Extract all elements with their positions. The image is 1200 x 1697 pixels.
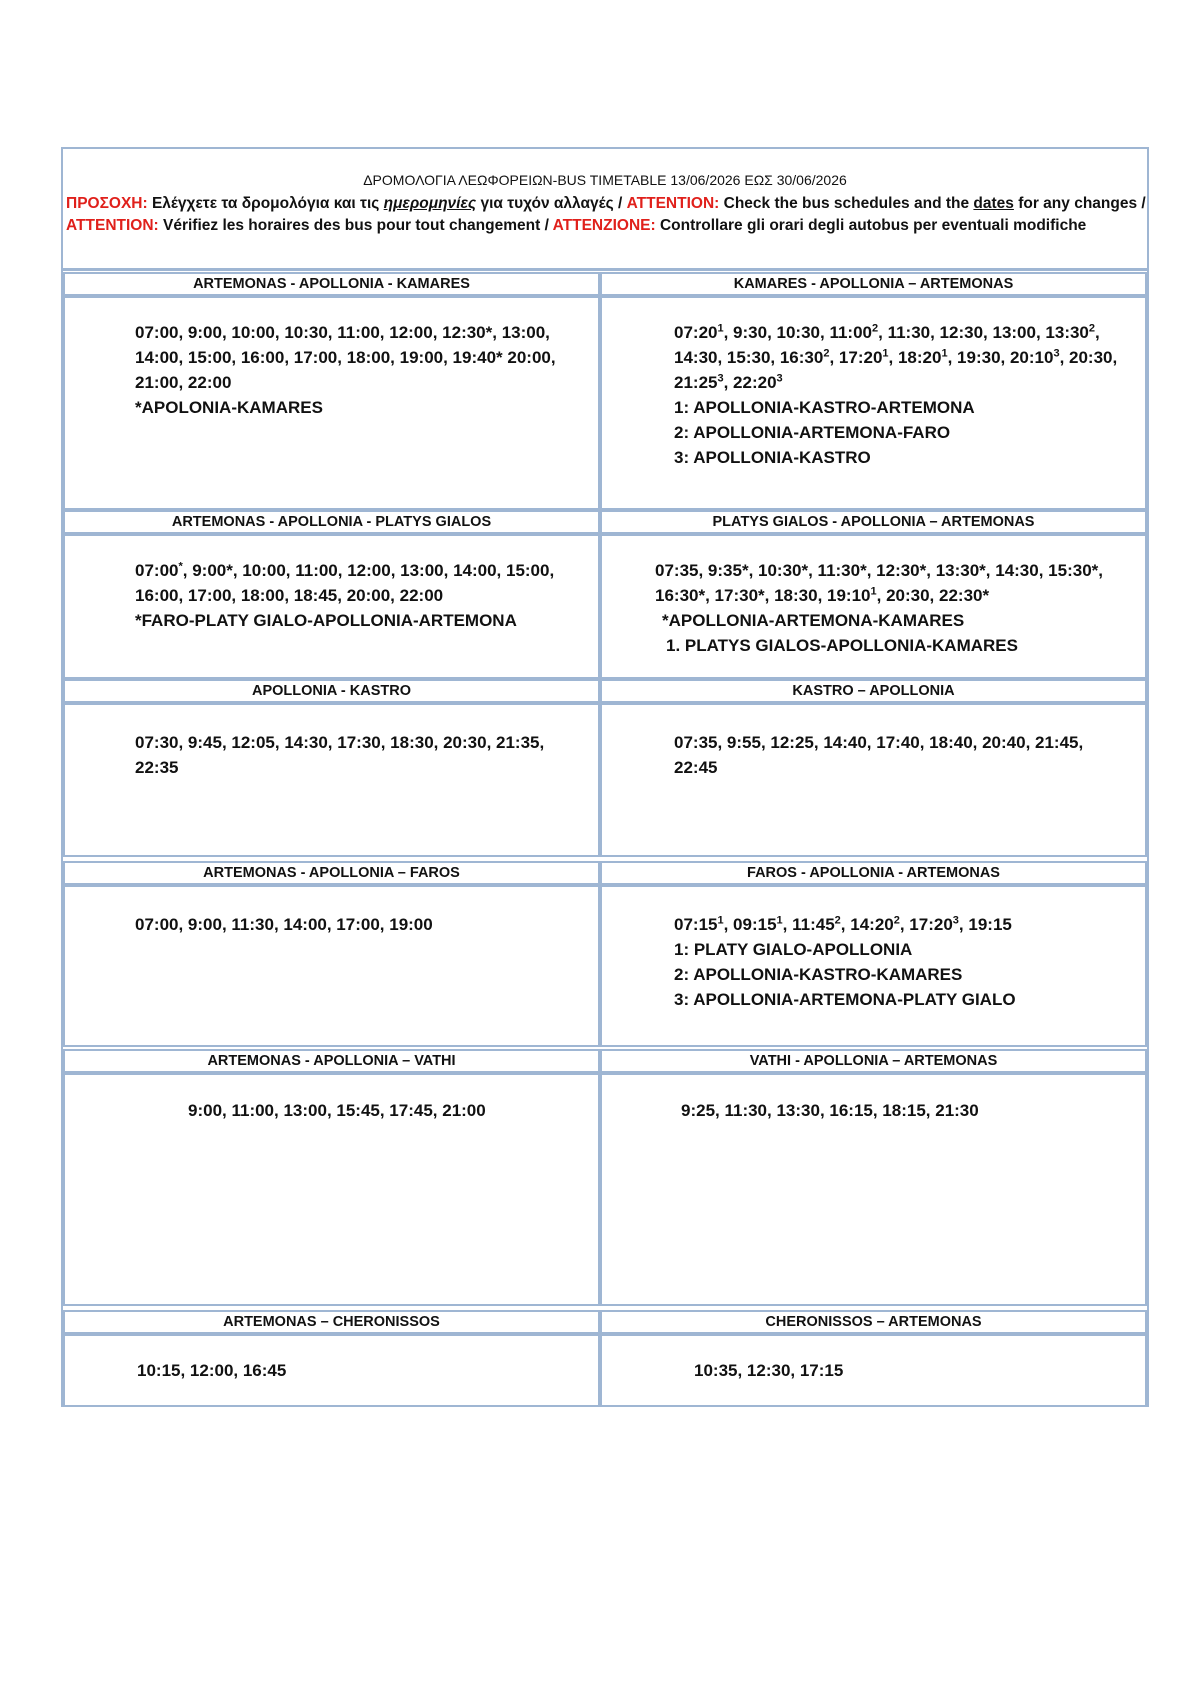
timetable-intro: [63, 149, 1147, 271]
route-note: *FARO-PLATY GIALO-APOLLONIA-ARTEMONA: [135, 611, 517, 630]
route-title-artemonas-vathi: ARTEMONAS - APOLLONIA – VATHI: [63, 1049, 600, 1073]
route-title-artemonas-kamares: ARTEMONAS - APOLLONIA - KAMARES: [63, 272, 600, 296]
route-times: 07:35, 9:35*, 10:30*, 11:30*, 12:30*, 13:30*, 14:30, 15:30*, 16:30*, 17:30*, 18:30, $19:10^1$, 20:30, 22:30*: [655, 561, 1103, 605]
page-title: ΔΡΟΜΟΛΟΓΙΑ ΛΕΩΦΟΡΕΙΩΝ-BUS TIMETABLE 13/06/2026 ΕΩΣ 30/06/2026: [363, 172, 847, 188]
route-title-kastro-apollonia: KASTRO – APOLLONIA: [600, 679, 1147, 703]
route-note: *APOLONIA-KAMARES: [135, 398, 323, 417]
route-times: 9:25, 11:30, 13:30, 16:15, 18:15, 21:30: [681, 1101, 979, 1120]
route-title-faros-artemonas: FAROS - APOLLONIA - ARTEMONAS: [600, 861, 1147, 885]
route-cell-artemonas-kamares: [63, 296, 600, 510]
notice-text-it: Controllare gli orari degli autobus per eventuali modifiche: [655, 217, 1087, 234]
route-note: 1: APOLLONIA-KASTRO-ARTEMONA: [674, 398, 975, 417]
route-note: 3: APOLLONIA-ARTEMONA-PLATY GIALO: [674, 990, 1016, 1009]
route-title-platys-gialos-artemonas: PLATYS GIALOS - APOLLONIA – ARTEMONAS: [600, 510, 1147, 534]
route-cell-cheronissos-artemonas: [600, 1334, 1147, 1407]
route-cell-vathi-artemonas: [600, 1073, 1147, 1306]
route-title-kamares-artemonas: KAMARES - APOLLONIA – ARTEMONAS: [600, 272, 1147, 296]
route-title-apollonia-kastro: APOLLONIA - KASTRO: [63, 679, 600, 703]
notice-text-en-dates: dates: [973, 195, 1014, 212]
route-cell-artemonas-vathi: [63, 1073, 600, 1306]
route-times: 07:35, 9:55, 12:25, 14:40, 17:40, 18:40, 20:40, 21:45, 22:45: [674, 733, 1084, 777]
notice-text-gr-dates: ημερομηνίες: [383, 195, 477, 212]
route-title-cheronissos-artemonas: CHERONISSOS – ARTEMONAS: [600, 1310, 1147, 1334]
route-note: 3: APOLLONIA-KASTRO: [674, 448, 871, 467]
notice-label-fr: ATTENTION:: [66, 217, 159, 234]
route-times: 07:00, 9:00, 11:30, 14:00, 17:00, 19:00: [135, 915, 433, 934]
notice-label-en: ATTENTION:: [626, 195, 720, 212]
route-cell-artemonas-platys-gialos: [63, 534, 600, 679]
notice-text-fr: Vérifiez les horaires des bus pour tout changement /: [158, 217, 553, 234]
route-cell-faros-artemonas: [600, 885, 1147, 1047]
route-cell-artemonas-cheronissos: [63, 1334, 600, 1407]
route-title-artemonas-faros: ARTEMONAS - APOLLONIA – FAROS: [63, 861, 600, 885]
notice-text-en-2: for any changes /: [1013, 195, 1146, 212]
notice-label-it: ATTENZIONE:: [552, 217, 656, 234]
route-title-artemonas-platys-gialos: ARTEMONAS - APOLLONIA - PLATYS GIALOS: [63, 510, 600, 534]
route-note: 2: APOLLONIA-ARTEMONA-FARO: [674, 423, 951, 442]
route-note: 2: APOLLONIA-KASTRO-KAMARES: [674, 965, 963, 984]
route-times: 10:15, 12:00, 16:45: [137, 1361, 287, 1380]
route-cell-apollonia-kastro: [63, 703, 600, 857]
route-cell-platys-gialos-artemonas: [600, 534, 1147, 679]
route-times: $07:15^1$, $09:15^1$, $11:45^2$, $14:20^2$, $17:20^3$, 19:15: [674, 914, 1012, 934]
route-title-vathi-artemonas: VATHI - APOLLONIA – ARTEMONAS: [600, 1049, 1147, 1073]
route-times: $07:20^1$, 9:30, 10:30, $11:00^2$, 11:30, 12:30, 13:00, $13:30^2$, 14:30, 15:30, $16:30^2$, $17:20^1$, $18:20^1$, 19:30, $20:10^3$, 20:30, $21:25^3$, $22:20^3$: [674, 322, 1118, 392]
route-title-artemonas-cheronissos: ARTEMONAS – CHERONISSOS: [63, 1310, 600, 1334]
route-times: 10:35, 12:30, 17:15: [694, 1361, 844, 1380]
change-notice: [66, 193, 1146, 237]
route-cell-kamares-artemonas: [600, 296, 1147, 510]
route-cell-artemonas-faros: [63, 885, 600, 1047]
route-cell-kastro-apollonia: [600, 703, 1147, 857]
notice-text-en-1: Check the bus schedules and the: [719, 195, 974, 212]
route-note: 1. PLATYS GIALOS-APOLLONIA-KAMARES: [666, 636, 1018, 655]
notice-text-gr-2: για τυχόν αλλαγές /: [476, 195, 627, 212]
route-times: 9:00, 11:00, 13:00, 15:45, 17:45, 21:00: [188, 1101, 486, 1120]
notice-label-gr: ΠΡΟΣΟΧΗ:: [66, 195, 148, 212]
notice-text-gr-1: Ελέγχετε τα δρομολόγια και τις: [147, 195, 384, 212]
route-times: 07:00*, 9:00*, 10:00, 11:00, 12:00, 13:00, 14:00, 15:00, 16:00, 17:00, 18:00, 18:45, 20:00, 22:00: [135, 560, 555, 605]
route-note: *APOLLONIA-ARTEMONA-KAMARES: [662, 611, 965, 630]
route-times: 07:00, 9:00, 10:00, 10:30, 11:00, 12:00, 12:30*, 13:00, 14:00, 15:00, 16:00, 17:00, 18:00, 19:00, 19:40* 20:00, 21:00, 22:00: [135, 323, 556, 392]
route-note: 1: PLATY GIALO-APOLLONIA: [674, 940, 913, 959]
route-times: 07:30, 9:45, 12:05, 14:30, 17:30, 18:30, 20:30, 21:35, 22:35: [135, 733, 545, 777]
